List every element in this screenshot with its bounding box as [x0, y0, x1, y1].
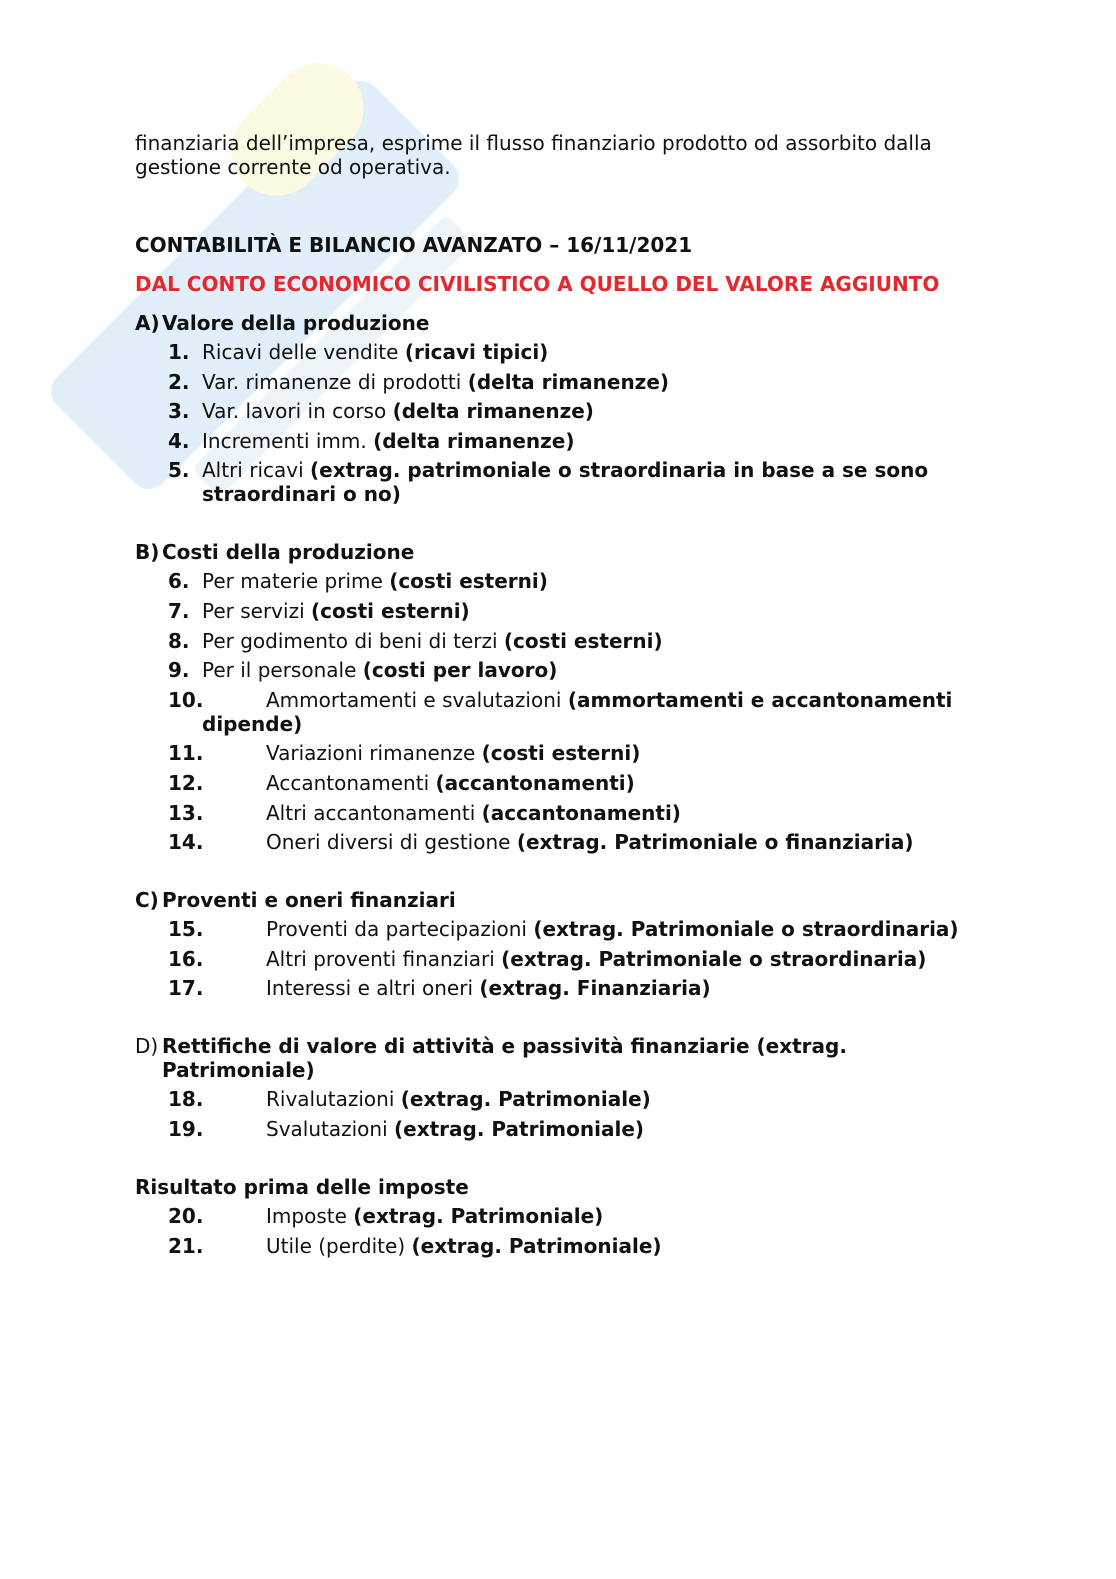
- section-items: [135, 917, 995, 1000]
- section-title: Rettifiche di valore di attività e passività finanziarie (extrag. Patrimoniale): [162, 1034, 847, 1083]
- document-subtitle: DAL CONTO ECONOMICO CIVILISTICO A QUELLO DEL VALORE AGGIUNTO: [135, 272, 940, 296]
- list-item: 2. Var. rimanenze di prodotti (delta rimanenze): [168, 369, 670, 394]
- section-title: Proventi e oneri finanziari: [162, 888, 456, 913]
- document-title: CONTABILITÀ E BILANCIO AVANZATO – 16/11/2021: [135, 233, 693, 257]
- section-heading: [135, 888, 995, 912]
- section-items: [135, 1087, 995, 1141]
- list-item: 12. Accantonamenti (accantonamenti): [168, 770, 635, 795]
- section-letter: D): [135, 1034, 159, 1059]
- section-costi-produzione: [135, 540, 995, 854]
- list-item: 4. Incrementi imm. (delta rimanenze): [168, 428, 575, 453]
- list-item: 14. Oneri diversi di gestione (extrag. Patrimoniale o finanziaria): [168, 830, 914, 855]
- section-items: [135, 340, 995, 506]
- list-item: 16. Altri proventi finanziari (extrag. Patrimoniale o straordinaria): [168, 946, 927, 971]
- list-item: 3. Var. lavori in corso (delta rimanenze): [168, 399, 594, 424]
- section-title: Risultato prima delle imposte: [135, 1174, 469, 1199]
- list-item: 6. Per materie prime (costi esterni): [168, 569, 548, 594]
- list-item: 7. Per servizi (costi esterni): [168, 598, 470, 623]
- list-item: 19. Svalutazioni (extrag. Patrimoniale): [168, 1116, 645, 1141]
- section-risultato-imposte: [135, 1175, 995, 1258]
- list-item: 11. Variazioni rimanenze (costi esterni): [168, 741, 641, 766]
- list-item: 21. Utile (perdite) (extrag. Patrimoniale): [168, 1233, 662, 1258]
- section-proventi-oneri: [135, 888, 995, 1000]
- list-item: 1. Ricavi delle vendite (ricavi tipici): [168, 340, 549, 364]
- intro-paragraph: finanziaria dell’impresa, esprime il flusso finanziario prodotto od assorbito dalla gestione corrente od operativa.: [135, 131, 932, 179]
- section-valore-produzione: [135, 311, 995, 506]
- section-rettifiche: [135, 1034, 995, 1141]
- list-item: 13. Altri accantonamenti (accantonamenti): [168, 800, 681, 825]
- list-item: 20. Imposte (extrag. Patrimoniale): [168, 1203, 604, 1228]
- list-item: 18. Rivalutazioni (extrag. Patrimoniale): [168, 1087, 651, 1112]
- section-letter: C): [135, 888, 159, 913]
- section-heading: [135, 311, 995, 335]
- list-item: 5. Altri ricavi (extrag. patrimoniale o straordinaria in base a se sono straordinari o no): [168, 458, 929, 507]
- document-content: [135, 131, 995, 1263]
- section-items: [135, 1204, 995, 1258]
- list-item: 10. Ammortamenti e svalutazioni (ammortamenti e accantonamenti dipende): [168, 687, 953, 736]
- list-item: 15. Proventi da partecipazioni (extrag. Patrimoniale o straordinaria): [168, 917, 959, 942]
- section-letter: B): [135, 540, 160, 565]
- list-item: 8. Per godimento di beni di terzi (costi esterni): [168, 628, 663, 653]
- section-items: [135, 569, 995, 854]
- section-title: Costi della produzione: [162, 540, 415, 565]
- section-heading: [135, 1034, 995, 1082]
- section-heading: [135, 540, 995, 564]
- section-letter: A): [135, 311, 160, 335]
- list-item: 9. Per il personale (costi per lavoro): [168, 658, 558, 683]
- list-item: 17. Interessi e altri oneri (extrag. Finanziaria): [168, 976, 711, 1001]
- section-title: Valore della produzione: [162, 311, 430, 335]
